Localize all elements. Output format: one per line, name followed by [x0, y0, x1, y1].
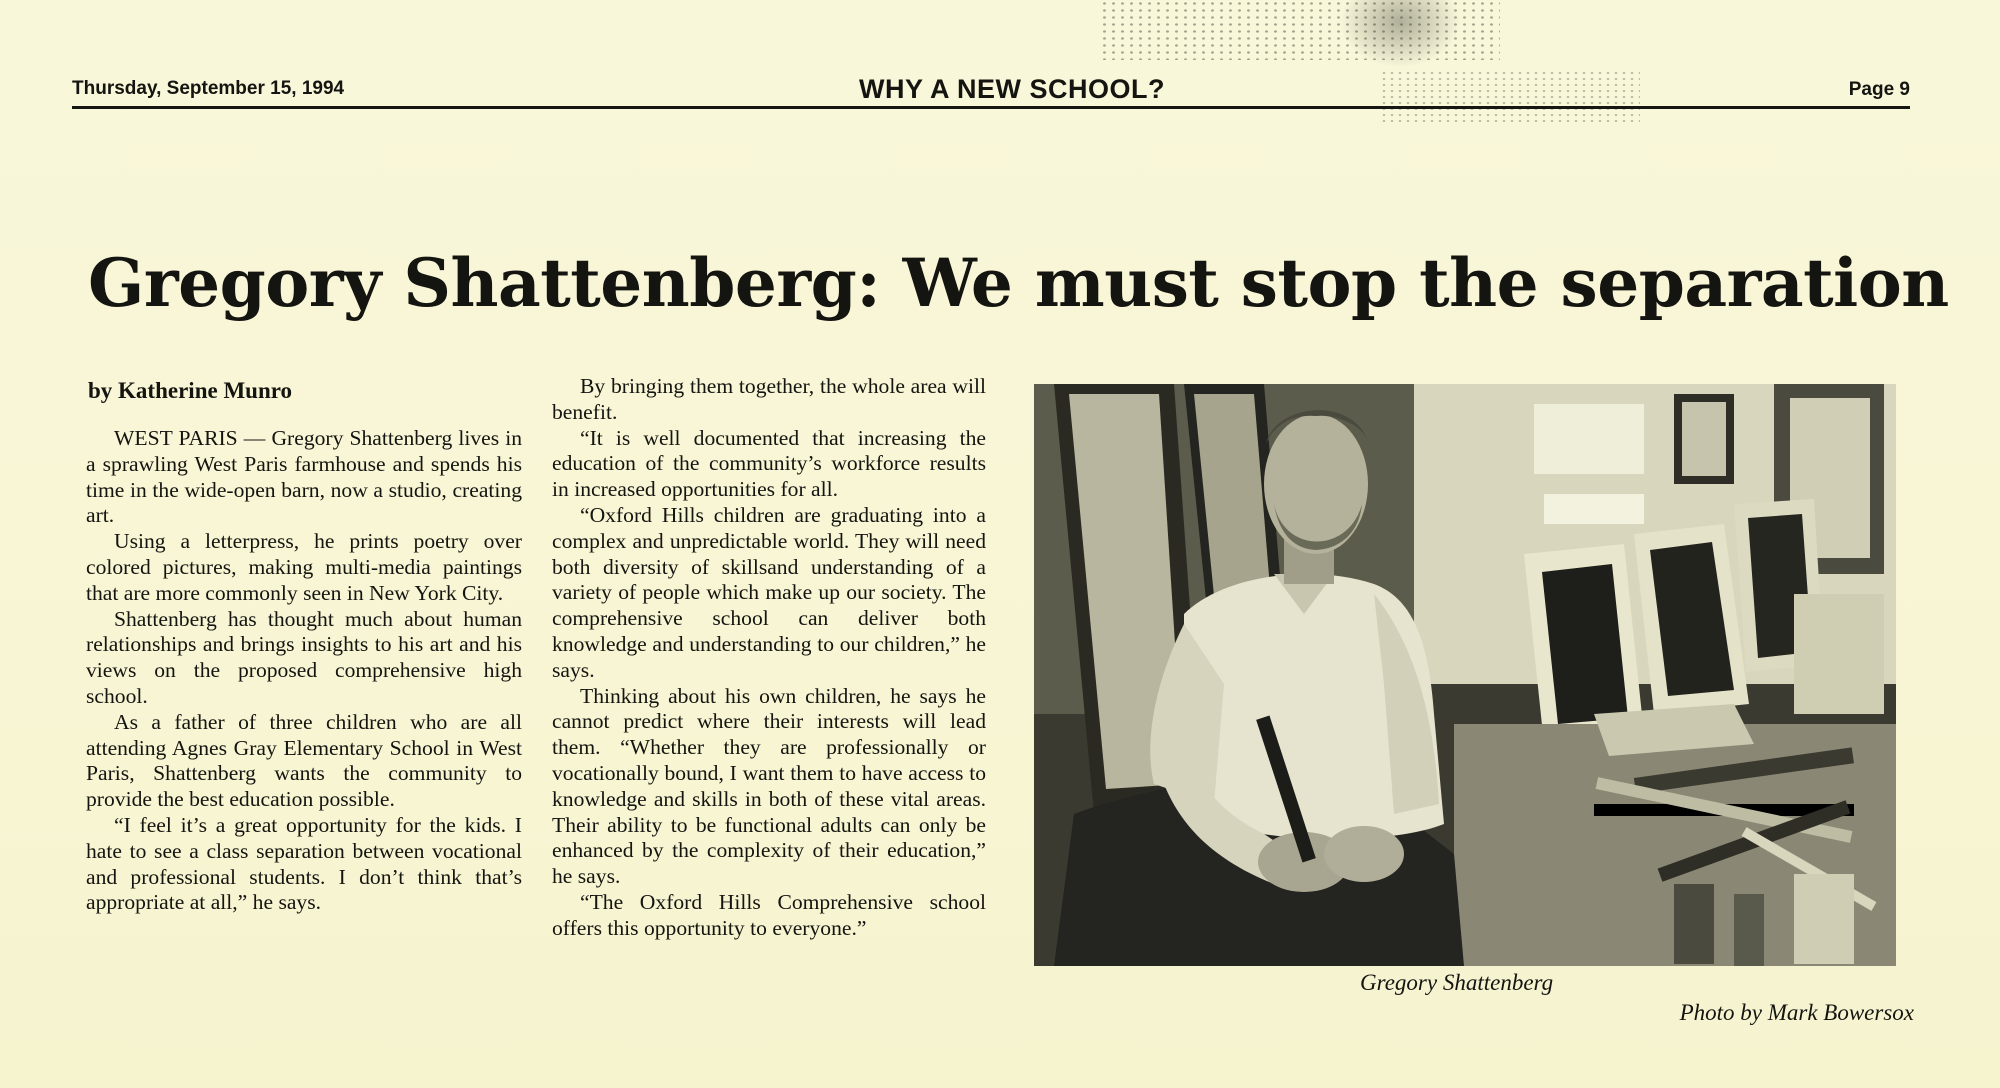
- portrait-photo: [1034, 384, 1896, 966]
- paragraph: Using a letterpress, he prints poetry over colored pictures, making multi-media paintings that are more commonly seen in New York City.: [86, 529, 522, 605]
- paragraph: Thinking about his own children, he says he cannot predict where their interests will lead them. “Whether they are professionally or vocationally bound, I want them to have access to knowledge and skills in both of these vital areas. Their ability to be functional adults can only be enhanced by the complexity of their education,” he says.: [552, 683, 986, 889]
- photo-credit: Photo by Mark Bowersox: [1679, 1000, 1914, 1025]
- section-title: WHY A NEW SCHOOL?: [859, 74, 1165, 104]
- issue-date: Thursday, September 15, 1994: [72, 78, 345, 99]
- paragraph: “The Oxford Hills Comprehensive school offers this opportunity to everyone.”: [552, 889, 986, 940]
- article-column-2: [552, 374, 986, 942]
- paragraph: Shattenberg has thought much about human relationships and brings insights to his art and his views on the proposed comprehensive high school.: [86, 606, 522, 708]
- paragraph: “I feel it’s a great opportunity for the kids. I hate to see a class separation between vocational and professional students. I don’t think that’s appropriate at all,” he says.: [86, 812, 522, 915]
- paragraph: “Oxford Hills children are graduating into a complex and unpredictable world. They will need both diversity of skillsand understanding of a variety of people which make up our society. The comprehensive school can deliver both knowledge and understanding to our children,” he says.: [552, 502, 986, 682]
- paragraph: As a father of three children who are all attending Agnes Gray Elementary School in West Paris, Shattenberg wants the community to provide the best education possible.: [86, 709, 522, 812]
- page-header: [72, 74, 1910, 108]
- paragraph: “It is well documented that increasing the education of the community’s workforce results in increased opportunities for all.: [552, 425, 986, 502]
- page-number: Page 9: [1848, 79, 1910, 100]
- paragraph: WEST PARIS — Gregory Shattenberg lives in a sprawling West Paris farmhouse and spends his time in the wide-open barn, now a studio, creating art.: [86, 426, 522, 528]
- print-speckle: [1100, 0, 1500, 60]
- photo-illustration: [1034, 384, 1896, 966]
- article-headline: Gregory Shattenberg: We must stop the separation: [88, 244, 1949, 322]
- photo-caption: Gregory Shattenberg: [1360, 970, 1554, 995]
- article-byline: by Katherine Munro: [88, 378, 293, 403]
- paragraph: By bringing them together, the whole area will benefit.: [552, 374, 986, 424]
- header-rule: [72, 106, 1910, 109]
- article-column-1: [86, 426, 522, 916]
